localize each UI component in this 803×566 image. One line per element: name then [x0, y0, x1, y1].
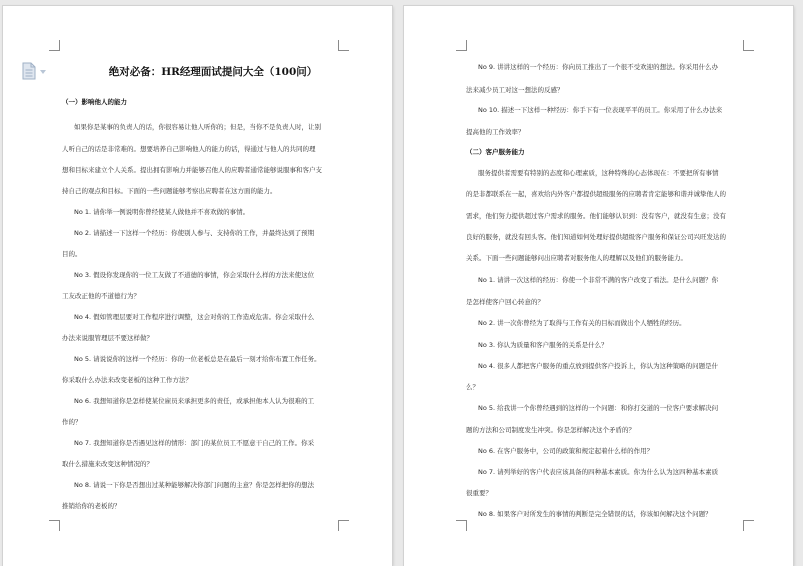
- question-line: No 7. 我想知道你是否遇见这样的情形：部门的某位员工不愿意干自己的工作。你采: [74, 439, 315, 447]
- paragraph-line: 持自己的观点和目标。下面的一些问题能够考察出应聘者在这方面的能力。: [62, 187, 277, 195]
- question-line: 提高他的工作效率？: [466, 128, 525, 136]
- paragraph-line: 想和目标来建立个人关系。提出拥有影响力并能够召他人的应聘者通常能够说服事和客户支: [62, 166, 322, 174]
- paragraph-line: 需求，他们努力提供超过客户需求的服务。他们能够认识到：没有客户，就没有生意；没有: [466, 212, 726, 220]
- question-line: 你采取什么办法来改变老板的这种工作方法？: [62, 376, 192, 384]
- question-line: No 2. 讲一次你曾经为了取得与工作有关的目标而做出个人牺牲的经历。: [478, 319, 686, 327]
- question-line: No 3. 你认为质量和客户服务的关系是什么？: [478, 341, 608, 349]
- question-line: 题的方法和公司制度发生冲突。你是怎样解决这个矛盾的？: [466, 426, 635, 434]
- question-line: 么？: [466, 383, 479, 391]
- document-page-left: [3, 6, 392, 566]
- question-line: No 5. 请说说你的这样一个经历：你的一位老板总是在最后一刻才给你布置工作任务。: [74, 355, 321, 363]
- margin-corner-mark: [743, 40, 754, 51]
- margin-corner-mark: [338, 520, 349, 531]
- question-line: No 1. 请你举一例说明你曾经使某人做他并不喜欢做的事情。: [74, 208, 250, 216]
- question-line: 工友改正他的不道德行为？: [62, 292, 140, 300]
- document-title: 绝对必备：HR经理面试提问大全（100问）: [108, 66, 318, 78]
- question-line: No 1. 请讲一次这样的经历：你使一个非常不满的客户改变了看法。是什么问题？你: [478, 276, 719, 284]
- question-line: 作的？: [62, 418, 82, 426]
- chevron-down-icon[interactable]: [40, 70, 46, 74]
- question-line: No 8. 如果客户对所发生的事情的判断是完全错误的话，你该如何解决这个问题？: [478, 510, 712, 518]
- question-line: No 6. 我想知道你是怎样使某位雇员来承担更多的责任，或承担他本人认为很难的工: [74, 397, 315, 405]
- paragraph-line: 的是非都联系在一起，喜欢给内外客户都提供超级服务的应聘者肯定能够和谐并诚挚他人的: [466, 190, 726, 198]
- question-line: 取什么措施来改变这种情况的？: [62, 460, 153, 468]
- question-line: No 5. 给我讲一个你曾经遇到的这样的一个问题：和你打交道的一位客户要求解决问: [478, 404, 719, 412]
- paragraph-line: 如果你是某事的负责人的话，你很容易让他人听你的；但是，当你不是负责人时，让别: [74, 123, 321, 131]
- question-line: No 10. 描述一下这样一种经历：你手下有一位表现平平的员工。你采用了什么办法来: [478, 106, 723, 114]
- question-line: No 6. 在客户服务中，公司的政策和规定起着什么样的作用？: [478, 447, 654, 455]
- question-line: 是怎样使客户回心转意的？: [466, 298, 544, 306]
- question-line: 推销给你的老板的？: [62, 502, 121, 510]
- margin-corner-mark: [49, 40, 60, 51]
- margin-corner-mark: [743, 520, 754, 531]
- margin-corner-mark: [49, 520, 60, 531]
- margin-corner-mark: [338, 40, 349, 51]
- paragraph-line: 关系。下面一些问题能够问出应聘者对服务他人的理解以及他们的服务能力。: [466, 254, 687, 262]
- document-icon[interactable]: [20, 62, 38, 80]
- section-heading: （二）客户服务能力: [466, 148, 525, 156]
- margin-corner-mark: [456, 520, 467, 531]
- question-line: No 4. 很多人都把客户服务的重点放到提供客户投诉上，你认为这种策略的问题是什: [478, 362, 719, 370]
- paragraph-line: 服务提供者需要有特别的态度和心理素质，这种特殊的心态体现在：不要把所有事情: [478, 169, 719, 177]
- question-line: No 4. 假如管理层要对工作程序进行调整，这会对你的工作造成危害。你会采取什么: [74, 313, 315, 321]
- question-line: 法来减少员工对这一想法的反感？: [466, 86, 564, 94]
- document-page-right: [404, 6, 793, 566]
- question-line: No 7. 请列举好的客户代表应该具备的四种基本素质。你为什么认为这四种基本素质: [478, 468, 719, 476]
- question-line: No 3. 假设你发现你的一位工友做了不道德的事情，你会采取什么样的方法来使这位: [74, 271, 315, 279]
- question-line: No 9. 讲讲这样的一个经历：你向员工推出了一个很不受欢迎的想法。你采用什么办: [478, 63, 719, 71]
- margin-corner-mark: [456, 40, 467, 51]
- question-line: 很重要？: [466, 489, 492, 497]
- paragraph-line: 良好的服务，就没有回头客。他们知道如何处理好提供超级客户服务和保证公司兴旺发达的: [466, 233, 726, 241]
- question-line: No 8. 请说一下你是否想出过某种能够解决你部门问题的主意？你是怎样把你的想法: [74, 481, 315, 489]
- question-line: 目的。: [62, 250, 82, 258]
- question-line: 办法来说服管理层不要这样做？: [62, 334, 153, 342]
- paragraph-line: 人听自己的话是非常难的。想要培养自己影响他人的能力的话，得通过与他人的共同的理: [62, 145, 316, 153]
- question-line: No 2. 请描述一下这样一个经历：你使别人参与、支持你的工作，并最终达到了预期: [74, 229, 315, 237]
- section-heading: （一）影响他人的能力: [62, 98, 127, 106]
